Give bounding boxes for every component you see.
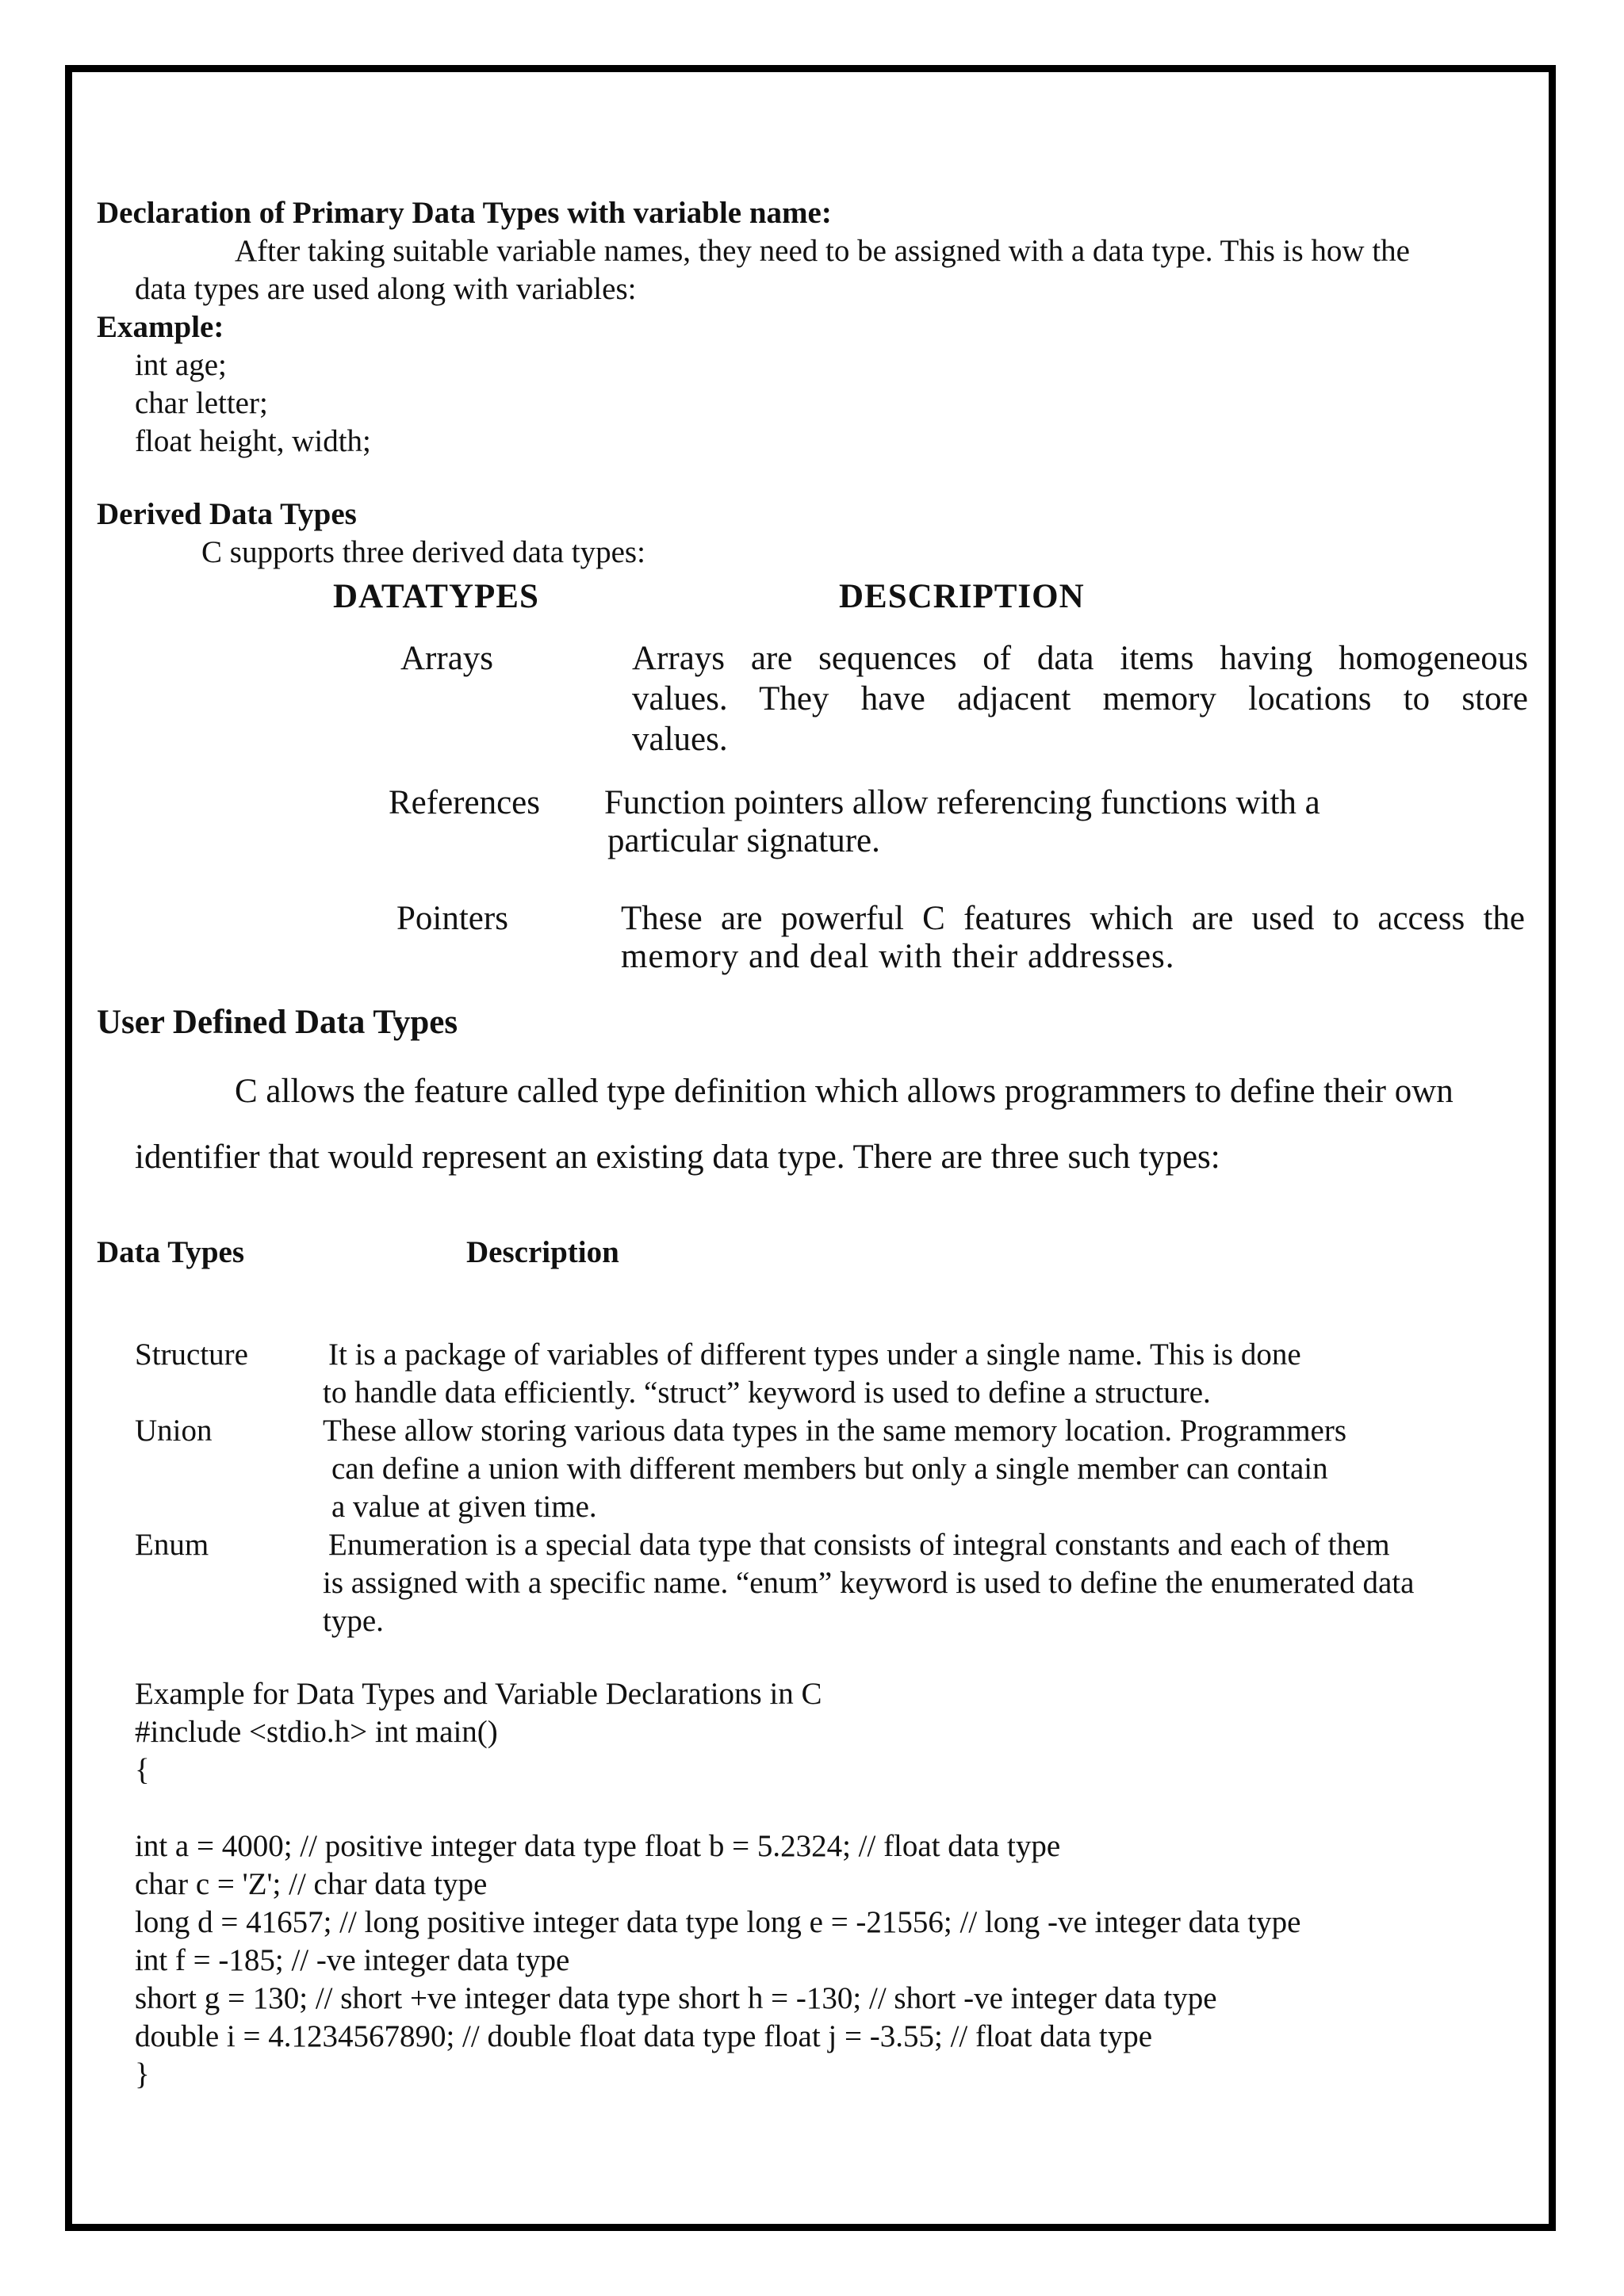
derived-desc-line: particular signature.: [607, 822, 880, 859]
example-code-line: }: [135, 2057, 150, 2091]
user-desc-line: Enumeration is a special data type that consists of integral constants and each of them: [328, 1528, 1390, 1562]
user-desc-line: can define a union with different members but only a single member can contain: [331, 1452, 1328, 1486]
code-line: float height, width;: [135, 424, 371, 458]
example-code-line: long d = 41657; // long positive integer data type long e = -21556; // long -ve integer data type: [135, 1905, 1301, 1939]
derived-heading: Derived Data Types: [97, 497, 357, 531]
example-code-line: short g = 130; // short +ve integer data type short h = -130; // short -ve integer data type: [135, 1981, 1217, 2015]
derived-desc-line: These are powerful C features which are used to access the: [621, 900, 1525, 937]
user-defined-intro-line1: C allows the feature called type definition which allows programmers to define their own: [235, 1073, 1454, 1110]
derived-type-arrays: Arrays: [400, 640, 494, 677]
user-desc-line: to handle data efficiently. “struct” keyword is used to define a structure.: [323, 1376, 1211, 1410]
code-line: int age;: [135, 348, 227, 382]
user-col-type: Data Types: [97, 1235, 244, 1269]
user-desc-line: type.: [323, 1604, 384, 1638]
example-code-line: #include <stdio.h> int main(): [135, 1715, 498, 1749]
example-code-line: double i = 4.1234567890; // double float data type float j = -3.55; // float data type: [135, 2019, 1153, 2053]
derived-intro: C supports three derived data types:: [201, 535, 645, 569]
derived-type-pointers: Pointers: [396, 900, 508, 937]
derived-type-references: References: [389, 784, 540, 821]
derived-desc-line: values. They have adjacent memory locations to store: [632, 680, 1528, 718]
example-code-line: {: [135, 1753, 150, 1787]
primary-heading: Declaration of Primary Data Types with variable name:: [97, 196, 832, 230]
code-line: char letter;: [135, 386, 268, 420]
user-defined-heading: User Defined Data Types: [97, 1004, 458, 1041]
user-defined-intro-line2: identifier that would represent an existing data type. There are three such types:: [135, 1138, 1220, 1176]
derived-desc-line: memory and deal with their addresses.: [621, 938, 1175, 975]
user-desc-line: These allow storing various data types in the same memory location. Programmers: [323, 1414, 1347, 1448]
example-code-line: char c = 'Z'; // char data type: [135, 1867, 488, 1901]
user-col-desc: Description: [466, 1235, 619, 1269]
user-desc-line: It is a package of variables of different types under a single name. This is done: [328, 1337, 1301, 1372]
user-type-union: Union: [135, 1414, 213, 1448]
primary-intro-line2: data types are used along with variables:: [135, 272, 637, 306]
derived-col-type: DATATYPES: [333, 578, 539, 615]
example-code-line: int a = 4000; // positive integer data type float b = 5.2324; // float data type: [135, 1829, 1061, 1863]
user-type-enum: Enum: [135, 1528, 209, 1562]
derived-desc-line: Arrays are sequences of data items having homogeneous: [632, 640, 1528, 677]
example-title: Example for Data Types and Variable Declarations in C: [135, 1677, 822, 1711]
derived-col-desc: DESCRIPTION: [839, 578, 1085, 615]
derived-desc-line: Function pointers allow referencing functions with a: [604, 784, 1320, 821]
example-code-line: int f = -185; // -ve integer data type: [135, 1943, 570, 1977]
derived-desc-line: values.: [632, 721, 728, 758]
user-desc-line: a value at given time.: [331, 1490, 597, 1524]
example-label: Example:: [97, 310, 224, 344]
primary-intro-line1: After taking suitable variable names, they need to be assigned with a data type. This is how the: [235, 234, 1410, 268]
user-type-structure: Structure: [135, 1337, 248, 1372]
user-desc-line: is assigned with a specific name. “enum” keyword is used to define the enumerated data: [323, 1566, 1415, 1600]
